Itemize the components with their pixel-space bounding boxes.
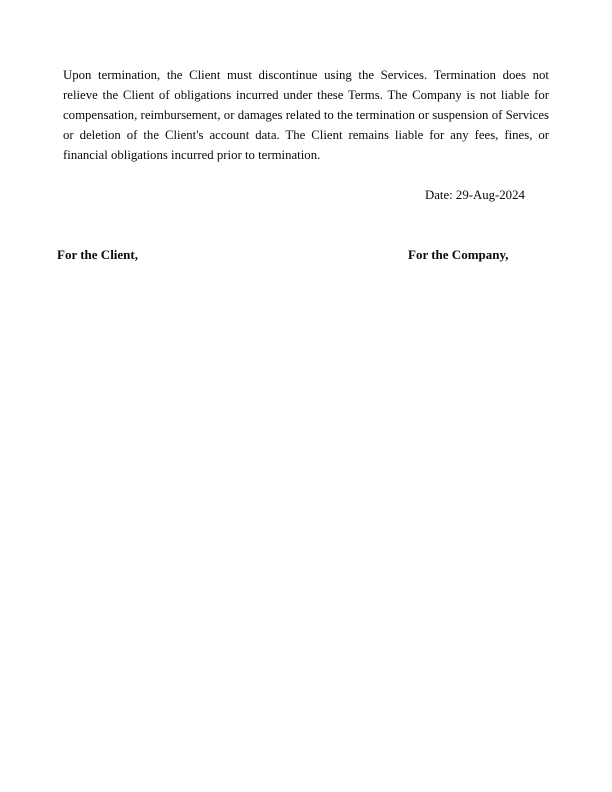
termination-terms-paragraph: Upon termination, the Client must discontinue using the Services. Termination does not relieve the Client of obligations incurred under these Terms. The Company is not liable for compensation, reimbursement, or damages related to the termination or suspension of Services or deletion of the Client's account data. The Client remains liable for any fees, fines, or financial obligations incurred prior to termination. bbox=[63, 68, 549, 162]
date-line bbox=[425, 185, 525, 205]
date-value: 29-Aug-2024 bbox=[455, 188, 525, 202]
date-label: Date: bbox=[425, 188, 453, 202]
signature-for-client-label: For the Client, bbox=[57, 247, 138, 262]
signature-row bbox=[0, 245, 612, 265]
signature-for-company-label: For the Company, bbox=[408, 247, 509, 262]
